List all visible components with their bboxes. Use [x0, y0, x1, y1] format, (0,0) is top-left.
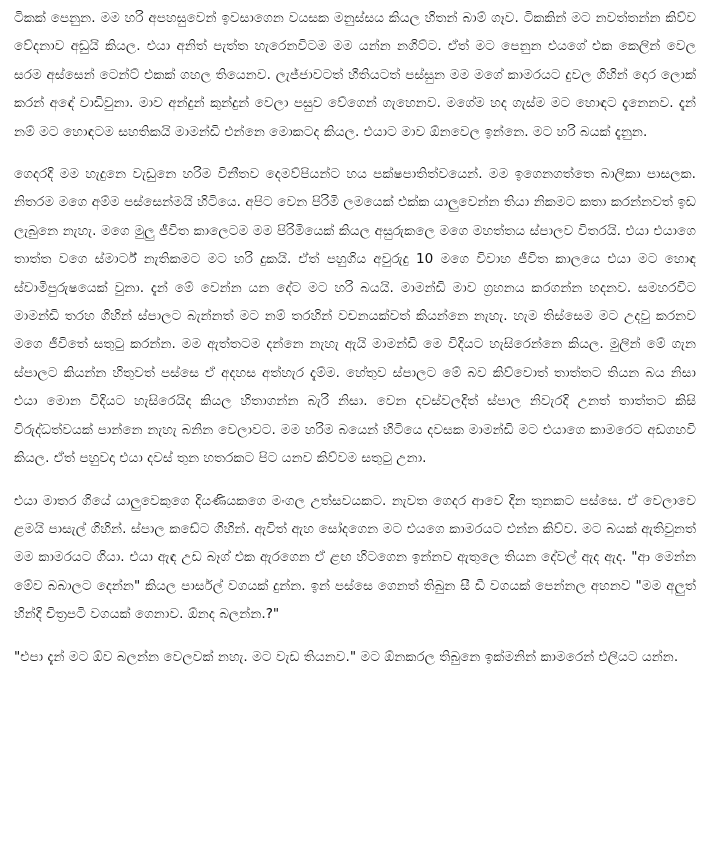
- paragraph-4: "එපා දැන් මට ඕව බලන්න වෙලවක් නහැ. මට වැඩ තියනව." මට ඕනකරල තිබුනෙ ඉක්මනින් කාමරෙන් එලියට යන්න.: [14, 648, 679, 665]
- paragraph-2: ගෙදරදි මම හැදුනෙ වැඩුනෙ හරිම විනීතව දෙමව්පියන්ට හය පක්ෂපාතිත්වයෙන්. මම ඉගෙනගත්තෙ බාලිකා පාසලක. නිතරම මගෙ අම්ම පස්සෙන්මයි හිටියෙ. අපිට වෙන පිරිමි ලමයෙක් එක්ක යාලුවෙන්න තියා නිකමට කතා කරන්නවත් ඉඩ ලැබුනෙ නැහැ. මගෙ මුලු ජීවිත කාලෙටම මම පිරිමියෙක් කියල අසුරුකලෙ මගෙ මහත්තය ස්පාලව විතරයි. එයා එයාගෙ තාත්ත වගෙ ස්මාර්ට් නැතිකමට මට හරි දුකයි. ඒත් පහුගිය අවුරුදු 10 මගෙ විවාහ ජීවිත කාලයෙ එයා මට හොඳ ස්වාමිපුරුෂයෙක් වුනා. දැන් මේ වෙන්න යන දේට මට හරි බයයි. මාමන්ඩි මාව ග්‍රහනය කරගන්න හදනව. සමහරවිට මාමන්ඩි තරහ ගිහින් ස්පාලට බැන්නත් මට නම් තරහින් වචනයක්වත් කියන්නෙ නැහැ. හැම තිස්සෙම මට උදවු කරනව මගෙ ජීවිතේ සතුටු කරන්න. මම ඇත්තටම දන්නෙ නැහැ ඇයි මාමන්ඩි මෙ විදියට හැසිරෙන්නෙ කියල. මුලින් මේ ගැන ස්පාලට කියන්න හිතුවත් පස්සෙ ඒ අදහස අත්හැර දැම්ම. හේතුව ස්පාලට මේ බව කිව්වොත් තාත්තට තියන බය නිසා එයා මොන විදියට හැසිරෙයිද කියල හිතාගන්න බැරි නිසා. වෙන දවස්වලදිත් ස්පාල නිවැරදි උනත් තාත්තට කිසි විරුද්ධත්වයක් පාන්නෙ නැහැ බනින වෙලාවට. මම හරිම බයෙන් හිටියෙ දවසක මාමන්ඩි මට එයාගෙ කාමරෙට අඩගහවි කියල. ඒත් පහුවදා එයා දවස් තුන හතරකට පිට යනව කිව්වම සතුටු උනා.: [14, 166, 697, 467]
- paragraph-3: එයා මාතර ගියේ යාලුවෙකුගෙ දියණියකගෙ මංගල උත්සවයකට. නැවත ගෙදර ආවෙ දින තුනකට පස්සෙ. ඒ වෙලාවෙ ළමයි පාසැල් ගිහින්. ස්පාල කඩේට ගිහින්. ඇවිත් ඇහ සෝදගෙන මට එයගෙ කාමරයට එන්න කිව්ව. මට බයක් ඇතිවුනත් මම කාමරයට ගියා. එයා ඇඳ උඩ බෑග් එක ඇරගෙන ඒ ළඟ හිටගෙන ඉන්නව ඇතුලෙ තියන දේවල් ඇද ඇද. "ආ මෙන්න මේව බබාලට දෙන්න" කියල පාර්සල් වගයක් දුන්න. ඉන් පස්සෙ ගෙනත් තිබුන සී ඩී වගයක් පෙන්නල අහනව "මම අලුත් හින්දි චිත්‍රපටි වගයක් ගෙනාව. ඕනද බලන්න.?": [14, 492, 696, 623]
- paragraph-1: ටිකක් පෙනුන. මම හරි අපහසුවෙන් ඉවසාගෙන වයසක මනුස්සය කියල හිතන් බාම් ගෑව. ටිකකින් මට නවත්තන්න කිව්ව වේදනාව අඩුයි කියල. එයා අනිත් පැත්ත හැරෙනවිටම මම යන්න නගිට්ට. ඒත් මට පෙනුන එයගේ එක කෙලින් වෙල සරම අස්සෙන් ටෙන්ට් එකක් ගහල තියෙනව. ලැජ්ජාවටත් හීතියටත් පස්සුන මම මගේ කාමරයට දුවල ගිහින් දොර ලොක් කරන් අඳේ වාඩිවුනා. මාව අන්දුන් කුන්දුන් වෙලා පසුව වේගෙන් ගැහෙනව. මගේම හද ගැස්ම මට හොඳට දැනෙනව. දැන් නම් මට හොඳටම සහතිකයි මාමන්ඩි එන්නෙ මොකටද කියල. එයාට මාව ඕනවෙල ඉන්නෙ. මට හරි බයක් දැනුන.: [14, 10, 696, 140]
